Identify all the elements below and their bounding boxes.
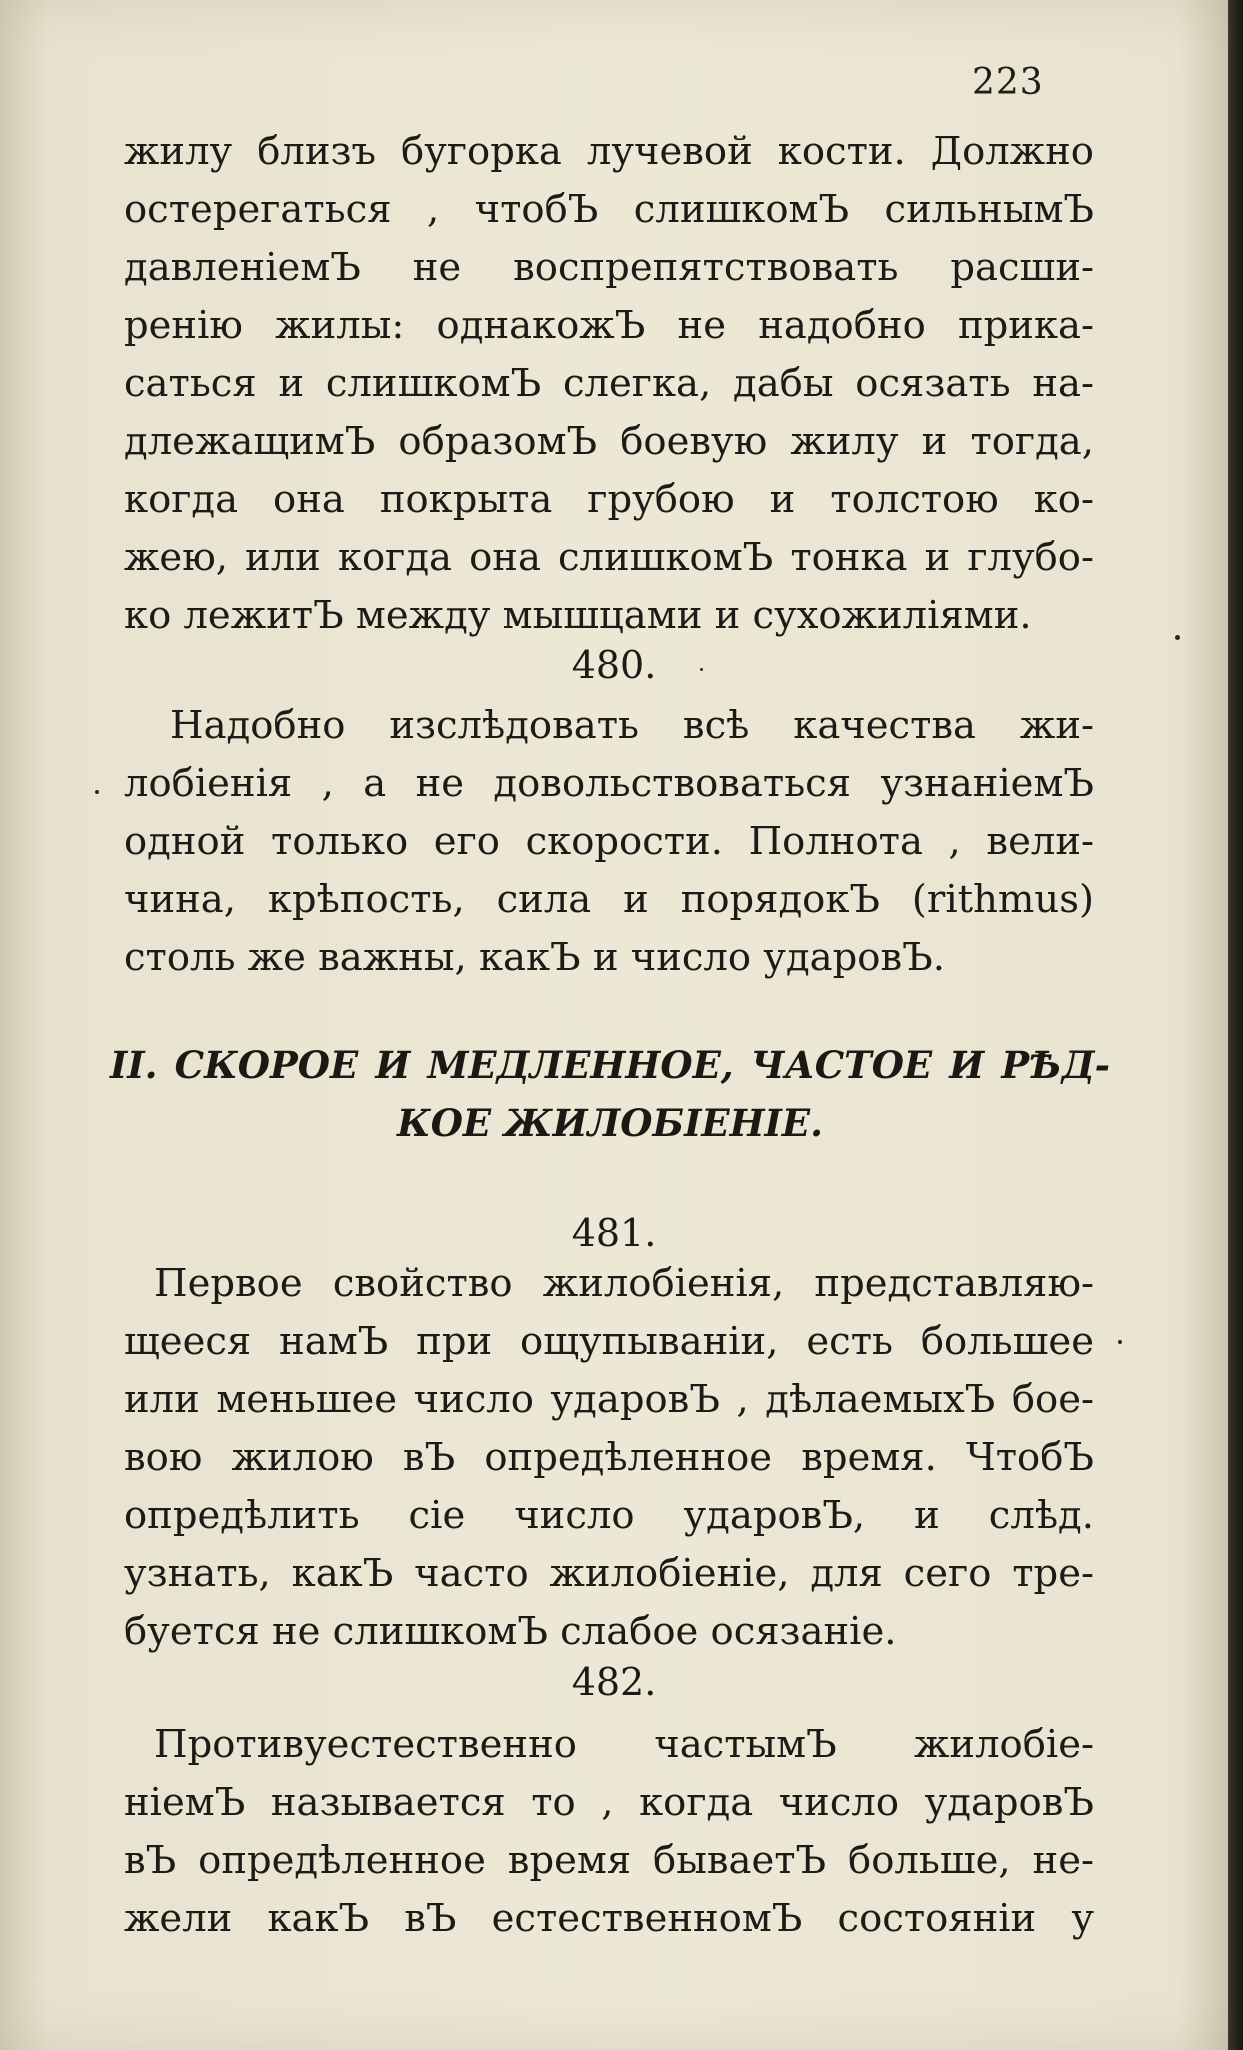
text-line: жею, или когда она слишкомЪ тонка и глубо- bbox=[124, 535, 1094, 580]
paper-speck bbox=[1118, 1340, 1122, 1344]
paper-speck bbox=[700, 668, 703, 671]
text-line: длежащимЪ образомЪ боевую жилу и тогда, bbox=[124, 419, 1094, 464]
paragraph-1 bbox=[124, 123, 1094, 645]
text-line: чина, крѣпость, сила и порядокЪ (rithmus) bbox=[124, 877, 1094, 922]
text-line: или меньшее число ударовЪ , дѣлаемыхЪ бое- bbox=[124, 1377, 1094, 1422]
page-number: 223 bbox=[972, 62, 1044, 103]
text-line: столь же важны, какЪ и число ударовЪ. bbox=[124, 935, 945, 980]
text-line: ніемЪ называется то , когда число ударовЪ bbox=[124, 1780, 1094, 1825]
text-line: остерегаться , чтобЪ слишкомЪ сильнымЪ bbox=[124, 187, 1094, 232]
text-line: ренію жилы: однакожЪ не надобно прика- bbox=[124, 303, 1094, 348]
paper-speck bbox=[95, 790, 99, 794]
text-line: Первое свойство жилобіенія, представляю- bbox=[154, 1261, 1094, 1306]
text-line: вЪ опредѣленное время бываетЪ больше, не- bbox=[124, 1838, 1094, 1883]
text-line: одной только его скорости. Полнота , вели- bbox=[124, 819, 1094, 864]
paragraph-4 bbox=[124, 1716, 1094, 1948]
text-line: жилу близъ бугорка лучевой кости. Должно bbox=[124, 129, 1094, 174]
section-number-480: 480. bbox=[571, 643, 657, 687]
paragraph-2 bbox=[124, 697, 1094, 987]
paragraph-3 bbox=[124, 1255, 1094, 1661]
section-number-482: 482. bbox=[571, 1660, 657, 1704]
chapter-heading bbox=[110, 1036, 1110, 1152]
text-line: саться и слишкомЪ слегка, дабы осязать на- bbox=[124, 361, 1094, 406]
text-line: лобіенія , а не довольствоваться узнаніемЪ bbox=[124, 761, 1094, 806]
text-line: ко лежитЪ между мышцами и сухожиліями. bbox=[124, 593, 1032, 638]
text-line: жели какЪ вЪ естественномЪ состояніи у bbox=[124, 1896, 1094, 1941]
paper-speck bbox=[1175, 635, 1180, 640]
book-edge bbox=[1228, 0, 1243, 2050]
heading-line-2: КОЕ ЖИЛОБІЕНІЕ. bbox=[397, 1101, 823, 1145]
text-line: вою жилою вЪ опредѣленное время. ЧтобЪ bbox=[124, 1435, 1094, 1480]
text-line: Противуестественно частымЪ жилобіе- bbox=[154, 1722, 1094, 1767]
text-line: когда она покрыта грубою и толстою ко- bbox=[124, 477, 1094, 522]
text-line: опредѣлить сіе число ударовЪ, и слѣд. bbox=[124, 1493, 1094, 1538]
heading-line-1: II. СКОРОЕ И МЕДЛЕННОЕ, ЧАСТОЕ И РѢД- bbox=[110, 1043, 1110, 1087]
text-line: щееся намЪ при ощупываніи, есть большее bbox=[124, 1319, 1094, 1364]
text-line: давленіемЪ не воспрепятствовать расши- bbox=[124, 245, 1094, 290]
section-number-481: 481. bbox=[571, 1211, 657, 1255]
text-line: буется не слишкомЪ слабое осязаніе. bbox=[124, 1609, 897, 1654]
text-line: Надобно изслѣдовать всѣ качества жи- bbox=[170, 703, 1094, 748]
text-line: узнать, какЪ часто жилобіеніе, для сего тре- bbox=[124, 1551, 1094, 1596]
